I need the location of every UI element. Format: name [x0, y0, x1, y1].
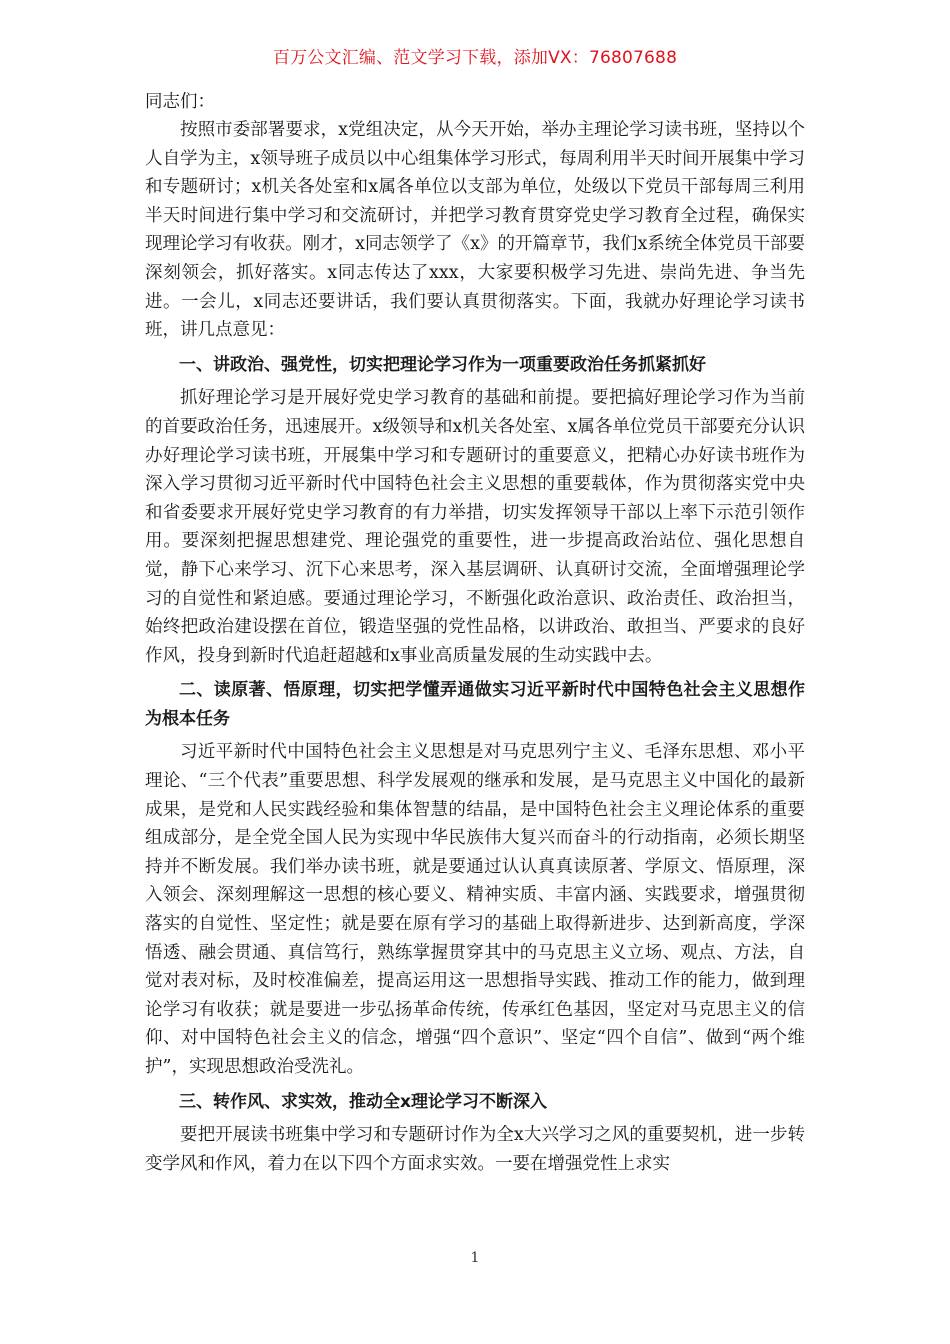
- section-body-1: 抓好理论学习是开展好党史学习教育的基础和前提。要把搞好理论学习作为当前的首要政治任务，迅速展开。x级领导和x机关各处室、x属各单位党员干部要充分认识办好理论学习读书班，开展集中学习和专题研讨的重要意义，把精心办好读书班作为深入学习贯彻习近平新时代中国特色社会主义思想的重要载体，作为贯彻落实党中央和省委要求开展好党史学习教育的有力举措，切实发挥领导干部以上率下示范引领作用。要深刻把握思想建党、理论强党的重要性，进一步提高政治站位、强化思想自觉，静下心来学习、沉下心来思考，深入基层调研、认真研讨交流，全面增强理论学习的自觉性和紧迫感。要通过理论学习，不断强化政治意识、政治责任、政治担当，始终把政治建设摆在首位，锻造坚强的党性品格，以讲政治、敢担当、严要求的良好作风，投身到新时代追赶超越和x事业高质量发展的生动实践中去。: [145, 388, 805, 666]
- section-heading-1: 一、讲政治、强党性，切实把理论学习作为一项重要政治任务抓紧抓好: [179, 354, 706, 375]
- section-heading-2: 二、读原著、悟原理，切实把学懂弄通做实习近平新时代中国特色社会主义思想作为根本任务: [145, 680, 805, 729]
- page-number: 1: [470, 1250, 480, 1266]
- document-body: [145, 88, 805, 1178]
- salutation: 同志们：: [145, 92, 215, 112]
- watermark-banner: 百万公文汇编、范文学习下载，添加VX：76807688: [272, 48, 678, 68]
- section-heading-3: 三、转作风、求实效，推动全x理论学习不断深入: [179, 1091, 547, 1112]
- section-body-2: 习近平新时代中国特色社会主义思想是对马克思列宁主义、毛泽东思想、邓小平理论、“三个代表”重要思想、科学发展观的继承和发展，是马克思主义中国化的最新成果，是党和人民实践经验和集体智慧的结晶，是中国特色社会主义理论体系的重要组成部分，是全党全国人民为实现中华民族伟大复兴而奋斗的行动指南，必须长期坚持并不断发展。我们举办读书班，就是要通过认认真真读原著、学原文、悟原理，深入领会、深刻理解这一思想的核心要义、精神实质、丰富内涵、实践要求，增强贯彻落实的自觉性、坚定性；就是要在原有学习的基础上取得新进步、达到新高度，学深悟透、融会贯通、真信笃行，熟练掌握贯穿其中的马克思主义立场、观点、方法，自觉对表对标，及时校准偏差，提高运用这一思想指导实践、推动工作的能力，做到理论学习有收获；就是要进一步弘扬革命传统，传承红色基因，坚定对马克思主义的信仰、对中国特色社会主义的信念，增强“四个意识”、坚定“四个自信”、做到“两个维护”，实现思想政治受洗礼。: [145, 742, 805, 1077]
- section-body-3: 要把开展读书班集中学习和专题研讨作为全x大兴学习之风的重要契机，进一步转变学风和作风，着力在以下四个方面求实效。一要在增强党性上求实: [145, 1125, 805, 1174]
- intro-paragraph: 按照市委部署要求，x党组决定，从今天开始，举办主理论学习读书班，坚持以个人自学为主，x领导班子成员以中心组集体学习形式，每周利用半天时间开展集中学习和专题研讨；x机关各处室和x属各单位以支部为单位，处级以下党员干部每周三利用半天时间进行集中学习和交流研讨，并把学习教育贯穿党史学习教育全过程，确保实现理论学习有收获。刚才，x同志领学了《x》的开篇章节，我们x系统全体党员干部要深刻领会，抓好落实。x同志传达了xxx，大家要积极学习先进、崇尚先进、争当先进。一会儿，x同志还要讲话，我们要认真贯彻落实。下面，我就办好理论学习读书班，讲几点意见：: [145, 120, 805, 341]
